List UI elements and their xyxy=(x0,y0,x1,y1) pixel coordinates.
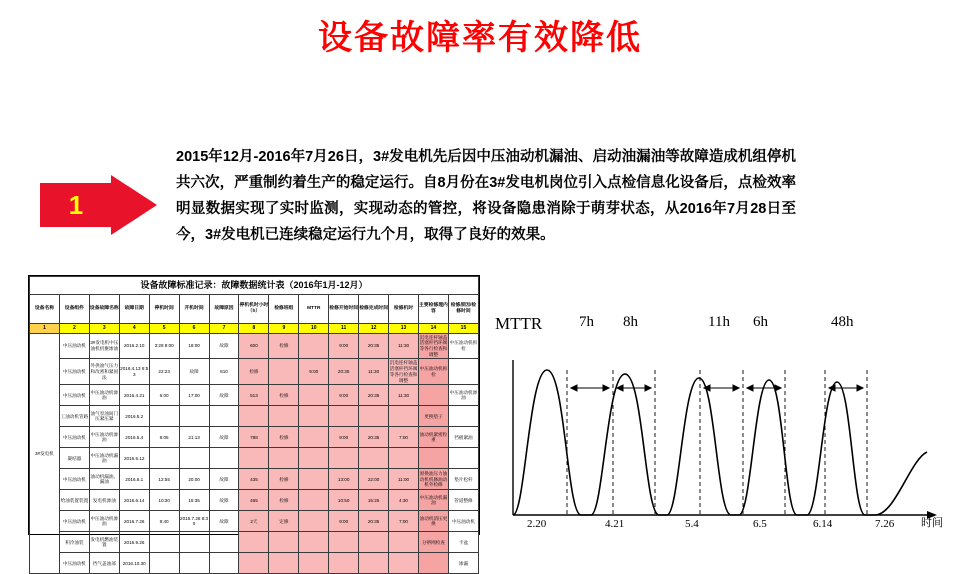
table-cell xyxy=(269,406,299,427)
table-column-index: 13 xyxy=(389,324,419,333)
table-column-index: 15 xyxy=(448,324,478,333)
table-cell: 给油装置装置 xyxy=(59,490,89,511)
table-cell: 20:35 xyxy=(359,427,389,448)
table-cell: 卡盆 xyxy=(448,532,478,553)
chart-xlabel: 时间 xyxy=(921,517,943,529)
table-cell: 12:55 xyxy=(149,469,179,490)
table-cell xyxy=(359,553,389,574)
table-cell: 中压油动机 xyxy=(59,469,89,490)
table-column-index: 1 xyxy=(30,324,60,333)
table-cell xyxy=(299,448,329,469)
table-header-cell: 停机时间 xyxy=(149,295,179,324)
table-cell: 中压油动机漏油 xyxy=(418,490,448,511)
page-title: 设备故障率有效降低 xyxy=(318,19,642,57)
table-rowgroup-label: 3#发电机 xyxy=(30,333,60,574)
table-cell: 4:30 xyxy=(389,490,419,511)
table-cell xyxy=(179,406,209,427)
table-column-index: 8 xyxy=(239,324,269,333)
mttr-chart xyxy=(495,300,945,533)
callout-arrow xyxy=(40,175,158,235)
table-cell: 中压油动机渗油 xyxy=(448,385,478,406)
table-cell: 故障 xyxy=(209,469,239,490)
table-cell: 788 xyxy=(239,427,269,448)
table-cell: 2016.4.21 xyxy=(119,385,149,406)
table-cell: 7:00 xyxy=(389,511,419,532)
table-row[interactable] xyxy=(30,448,479,469)
table-cell xyxy=(239,532,269,553)
table-cell: 故障 xyxy=(209,511,239,532)
table-cell xyxy=(269,553,299,574)
table-row[interactable] xyxy=(30,469,479,490)
table-cell: 17:00 xyxy=(179,385,209,406)
table-cell: 10:50 xyxy=(329,490,359,511)
table-column-index: 9 xyxy=(269,324,299,333)
table-cell: 发电机燃油装置 xyxy=(89,532,119,553)
table-cell: 9:00 xyxy=(329,427,359,448)
table-header-cell: 检修完成时间 xyxy=(359,295,389,324)
table-cell: 检修 xyxy=(269,385,299,406)
table-cell: 2016.6.1 xyxy=(119,469,149,490)
table-header-cell: 检修机时 xyxy=(389,295,419,324)
table-cell: 故障 xyxy=(179,359,209,385)
table-cell: 8:05 xyxy=(149,427,179,448)
table-row[interactable] xyxy=(30,359,479,385)
table-cell: 2016.5.12 xyxy=(119,448,149,469)
table-cell: 分辨网检查 xyxy=(418,532,448,553)
table-cell: 挡板紧油 xyxy=(448,427,478,448)
table-cell: 2天 xyxy=(239,511,269,532)
table-cell: 2016.5.2 xyxy=(119,406,149,427)
table-cell: 故障 xyxy=(209,490,239,511)
table-cell xyxy=(149,406,179,427)
table-cell: 检修 xyxy=(269,490,299,511)
table-cell: 2016.9.26 xyxy=(119,532,149,553)
table-cell: 发电机渗油 xyxy=(89,490,119,511)
table-cell: 检修 xyxy=(239,359,269,385)
table-cell xyxy=(179,553,209,574)
table-cell: 故障 xyxy=(209,427,239,448)
table-cell: 13:00 xyxy=(329,469,359,490)
table-cell: 11:00 xyxy=(389,469,419,490)
table-cell: 更换垫子 xyxy=(418,406,448,427)
table-cell xyxy=(209,553,239,574)
x-tick-3: 5.4 xyxy=(685,518,699,530)
gap-label-3: 11h xyxy=(708,314,730,330)
table-cell xyxy=(299,385,329,406)
chart-svg xyxy=(495,300,945,533)
table-cell: 2016.6.14 xyxy=(119,490,149,511)
table-number-row xyxy=(30,324,479,333)
table-header-cell: 停机机时小时（h） xyxy=(239,295,269,324)
table-cell xyxy=(299,511,329,532)
table-cell: 10:30 xyxy=(149,490,179,511)
table-row[interactable] xyxy=(30,406,479,427)
table-cell: 15:25 xyxy=(359,490,389,511)
table-column-index: 6 xyxy=(179,324,209,333)
table-cell: 中压油动机渗油 xyxy=(89,511,119,532)
table-cell: 凝结器 xyxy=(59,448,89,469)
table-cell: 435 xyxy=(239,469,269,490)
table-cell: 9:00 xyxy=(329,511,359,532)
table-column-index: 11 xyxy=(329,324,359,333)
table-cell: 20:35 xyxy=(359,385,389,406)
table-cell: 油动机消压更换 xyxy=(418,511,448,532)
table-cell: 渗漏 xyxy=(448,553,478,574)
table-cell: 定修 xyxy=(269,511,299,532)
table-cell: 中压油动机拆检 xyxy=(418,359,448,385)
table-cell xyxy=(448,359,478,385)
table-cell: 465 xyxy=(239,490,269,511)
table-cell xyxy=(209,532,239,553)
x-tick-4: 6.5 xyxy=(753,518,767,530)
table-cell: 3#发电机中压油机机壅渗油 xyxy=(89,333,119,359)
table-cell xyxy=(149,553,179,574)
table-cell xyxy=(149,532,179,553)
table-cell: 检修 xyxy=(269,469,299,490)
gap-label-5: 48h xyxy=(831,314,854,330)
x-tick-5: 6.14 xyxy=(813,518,833,530)
table-cell: 中压油动机渗油 xyxy=(89,385,119,406)
table-cell xyxy=(389,406,419,427)
table-header-cell: 故障原因 xyxy=(209,295,239,324)
body-paragraph: 2015年12月-2016年7月26日，3#发电机先后因中压油动机漏油、启动油漏油等故障造成机组停机共六次，严重制约着生产的稳定运行。自8月份在3#发电机岗位引入点检信息化设备后，点检效率明显数据实现了实时监测，实现动态的管控，将设备隐患消除于萌芽状态，从2016年7月28日至今，3#发电机已连续稳定运行九个月，取得了良好的效果。 xyxy=(176,149,796,243)
table-cell: 11:30 xyxy=(389,333,419,359)
callout-number: 1 xyxy=(68,190,84,220)
table-cell xyxy=(299,469,329,490)
table-column-index: 4 xyxy=(119,324,149,333)
table-cell: 积冷油装 xyxy=(59,532,89,553)
table-cell xyxy=(389,553,419,574)
table-cell xyxy=(299,333,329,359)
table-cell: 2016.10.30 xyxy=(119,553,149,574)
x-tick-6: 7.26 xyxy=(875,518,895,530)
table-cell xyxy=(239,553,269,574)
table-cell xyxy=(418,385,448,406)
table-cell xyxy=(448,448,478,469)
table-cell xyxy=(299,427,329,448)
table-cell: 6:00 xyxy=(149,385,179,406)
table-header-cell: MTTR xyxy=(299,295,329,324)
table-cell xyxy=(418,448,448,469)
table-header-cell: 检修原因/检修时间 xyxy=(448,295,478,324)
table-cell: 中压油动机 xyxy=(59,385,89,406)
table-cell xyxy=(209,448,239,469)
table-row[interactable] xyxy=(30,333,479,359)
table-row[interactable] xyxy=(30,490,479,511)
table-column-index: 7 xyxy=(209,324,239,333)
table-header-cell: 检修班组 xyxy=(269,295,299,324)
table-cell: 中压油动机 xyxy=(59,359,89,385)
table-cell: 垫片松杆 xyxy=(448,469,478,490)
table-cell xyxy=(269,448,299,469)
table-header-cell: 设备组件 xyxy=(59,295,89,324)
table-cell xyxy=(179,532,209,553)
table-row[interactable] xyxy=(30,532,479,553)
table-cell: 513 xyxy=(239,385,269,406)
table-cell xyxy=(329,553,359,574)
table-cell: 22:23 xyxy=(149,359,179,385)
table-cell: 故障 xyxy=(209,333,239,359)
table-cell xyxy=(359,532,389,553)
table-cell xyxy=(209,406,239,427)
table-cell: 中压油动机 xyxy=(59,333,89,359)
table-cell: 油动机紧密粒重 xyxy=(418,427,448,448)
table-cell: 11:30 xyxy=(359,359,389,385)
table-cell: 检修 xyxy=(269,427,299,448)
table-cell xyxy=(179,448,209,469)
table-cell: 中压油动机 xyxy=(59,511,89,532)
table-cell xyxy=(448,406,478,427)
table-cell xyxy=(299,532,329,553)
table-cell xyxy=(418,553,448,574)
table-cell: 11:30 xyxy=(389,385,419,406)
table-cell xyxy=(329,532,359,553)
table-row[interactable] xyxy=(30,511,479,532)
table-cell: 810 xyxy=(209,359,239,385)
table-cell xyxy=(389,448,419,469)
table-cell: 20:00 xyxy=(179,469,209,490)
table-cell: 20:35 xyxy=(359,333,389,359)
x-tick-2: 4.21 xyxy=(605,518,625,530)
table-header-cell: 主要检修理内容 xyxy=(418,295,448,324)
table-row[interactable] xyxy=(30,385,479,406)
table-cell: 中压油动机 xyxy=(59,427,89,448)
table-cell xyxy=(299,406,329,427)
table-cell xyxy=(269,532,299,553)
table-cell: 15:35 xyxy=(179,490,209,511)
table-column-index: 2 xyxy=(59,324,89,333)
table-cell: 管道整修 xyxy=(448,490,478,511)
table-column-index: 5 xyxy=(149,324,179,333)
table-cell: 中压油动机渗油 xyxy=(89,427,119,448)
table-cell: 工油动机管路 xyxy=(59,406,89,427)
table-cell xyxy=(299,553,329,574)
table-row[interactable] xyxy=(30,553,479,574)
table-cell xyxy=(359,406,389,427)
table-cell: 中压油动机 xyxy=(59,553,89,574)
table-title: 设备故障标准记录：故障数据统计表（2016年1月-12月） xyxy=(30,277,479,295)
table-column-index: 14 xyxy=(418,324,448,333)
table-cell: 油动机漏油、漏油 xyxy=(89,469,119,490)
table-cell: 7:00 xyxy=(389,427,419,448)
table-column-index: 12 xyxy=(359,324,389,333)
gap-label-1: 7h xyxy=(579,314,594,330)
table-cell: 2016.7.28 8:30 xyxy=(179,511,209,532)
table-cell: 中压油动机拆检 xyxy=(448,333,478,359)
table-cell: 8:40 xyxy=(149,511,179,532)
table-cell: 9:00 xyxy=(299,359,329,385)
table-column-index: 3 xyxy=(89,324,119,333)
table-row[interactable] xyxy=(30,427,479,448)
table-header-cell: 开机时间 xyxy=(179,295,209,324)
table-cell: 中压油动机漏油 xyxy=(89,448,119,469)
table-cell: 外供油气压力和改密和紧固法 xyxy=(89,359,119,385)
table-cell: 中压油动机 xyxy=(448,511,478,532)
table-header-cell: 设备故障名称 xyxy=(89,295,119,324)
table-cell xyxy=(149,448,179,469)
table-cell: 22:00 xyxy=(359,469,389,490)
table-cell: 油气泵油间门压紧压紧 xyxy=(89,406,119,427)
table-cell xyxy=(269,359,299,385)
table-cell: 沉电连杆轴盖活塞杆挡环阀等各行检查和调整 xyxy=(418,333,448,359)
table-cell: 检修 xyxy=(269,333,299,359)
table-cell: 600 xyxy=(239,333,269,359)
table-cell xyxy=(389,532,419,553)
table-cell xyxy=(239,406,269,427)
table-cell: 沉电连杆轴盖活塞杆挡环阀等各行检查和调整 xyxy=(389,359,419,385)
table-cell: 9:00 xyxy=(329,333,359,359)
table-cell: 21:13 xyxy=(179,427,209,448)
table-cell: 20:35 xyxy=(359,511,389,532)
table-column-index: 10 xyxy=(299,324,329,333)
table-cell xyxy=(359,448,389,469)
table-cell: 2016.5.4 xyxy=(119,427,149,448)
callout-arrow-head xyxy=(111,175,157,235)
table-cell: 原换油压力油动机机修油动机外检修 xyxy=(418,469,448,490)
table-cell: 挡气盖油部 xyxy=(89,553,119,574)
table-cell: 18:00 xyxy=(179,333,209,359)
table-cell: 9:00 xyxy=(329,385,359,406)
table-cell xyxy=(329,448,359,469)
chart-ylabel: MTTR xyxy=(495,314,543,333)
table-header-cell: 设备名称 xyxy=(30,295,60,324)
table-header-cell: 故障日期 xyxy=(119,295,149,324)
table-header-row xyxy=(30,295,479,324)
fault-data-table xyxy=(28,275,480,566)
table-cell: 3:28 8:00 xyxy=(149,333,179,359)
table-cell xyxy=(239,448,269,469)
gap-label-4: 6h xyxy=(753,314,768,330)
x-tick-1: 2.20 xyxy=(527,518,547,530)
table-cell xyxy=(329,406,359,427)
table-cell: 故障 xyxy=(209,385,239,406)
table-cell: 20:35 xyxy=(329,359,359,385)
table-cell: 2016.4.13 8:53 xyxy=(119,359,149,385)
table-cell: 2016.2.10 xyxy=(119,333,149,359)
table-header-cell: 检修开始时间 xyxy=(329,295,359,324)
gap-label-2: 8h xyxy=(623,314,638,330)
table-cell xyxy=(299,490,329,511)
table-cell: 2016.7.26 xyxy=(119,511,149,532)
